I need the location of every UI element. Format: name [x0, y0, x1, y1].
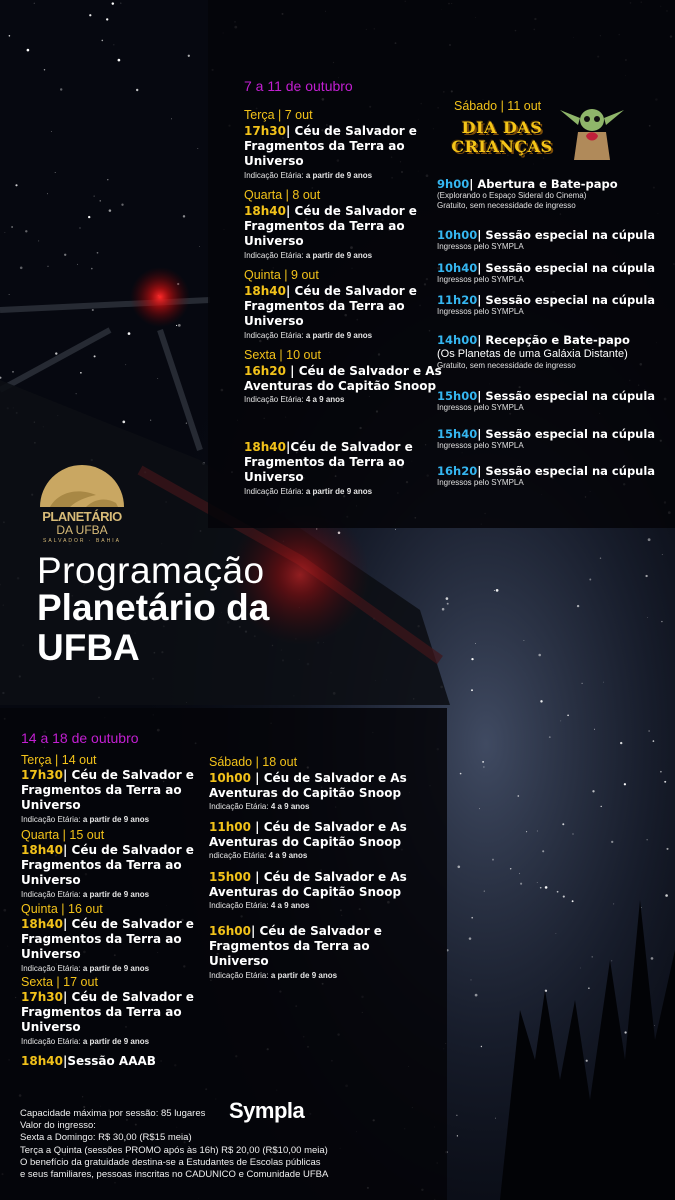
logo-text: PLANETÁRIO [42, 509, 122, 524]
age-label: Indicação Etária: [21, 889, 83, 899]
age-label: Indicação Etária: [209, 970, 271, 980]
session-time: 15h00 [437, 389, 478, 403]
footer-line: Capacidade máxima por sessão: 85 lugares [20, 1108, 206, 1119]
session-time: 18h40 [21, 1054, 63, 1068]
saturday-entry [437, 427, 673, 451]
session-entry [21, 917, 236, 973]
age-label: ndicação Etária: [209, 851, 269, 861]
session-time: 18h40 [244, 284, 286, 298]
session-title: |Sessão AAAB [62, 1054, 156, 1068]
session-title: | Céu de Salvador e Fragmentos da Terra ao Universo [244, 284, 417, 329]
footer-line: e seus familiares, pessoas inscritas no CADUNICO e Comunidade UFBA [20, 1169, 329, 1181]
session-title: | Sessão especial na cúpula [477, 427, 656, 441]
footer-line: Terça a Quinta (sessões PROMO após às 16h) R$ 20,00 (R$10,00 meia) [20, 1144, 328, 1156]
age-label: Indicação Etária: [244, 170, 306, 180]
saturday-entry [437, 293, 673, 317]
age-value: a partir de 9 anos [305, 330, 373, 340]
session-title: | Abertura e Bate-papo [469, 177, 618, 191]
age-label: Indicação Etária: [244, 486, 306, 496]
session-time: 11h00 [209, 820, 251, 834]
saturday-entry [437, 333, 673, 371]
session-title: | Sessão especial na cúpula [477, 228, 656, 242]
session-title: | Céu de Salvador e Fragmentos da Terra ao Universo [209, 924, 382, 969]
session-title: | Céu de Salvador e Fragmentos da Terra ao Universo [244, 204, 417, 249]
session-title: | Sessão especial na cúpula [477, 261, 656, 275]
age-value: a partir de 9 anos [270, 970, 338, 980]
session-time: 18h40 [244, 440, 286, 454]
age-value: a partir de 9 anos [82, 889, 150, 899]
sympla-logo: Sympla [229, 1098, 305, 1123]
age-label: Indicação Etária: [21, 814, 83, 824]
session-entry [244, 440, 459, 496]
session-entry [209, 771, 439, 811]
age-value: 4 a 9 anos [270, 802, 310, 812]
session-time: 18h40 [21, 843, 63, 857]
session-title: | Céu de Salvador e As Aventuras do Capitão Snoop [209, 870, 407, 900]
session-time: 17h30 [244, 124, 286, 138]
session-entry [244, 284, 459, 340]
session-note: Ingressos pelo SYMPLA [437, 275, 524, 284]
session-entry [244, 124, 459, 180]
session-time: 17h30 [21, 768, 63, 782]
day-label: Quarta | 15 out [21, 828, 105, 842]
session-sub: (Explorando o Espaço Sideral do Cinema) [437, 191, 587, 200]
session-time: 15h00 [209, 870, 251, 884]
session-time: 10h00 [209, 771, 251, 785]
session-title: | Sessão especial na cúpula [477, 389, 656, 403]
session-title: | Recepção e Bate-papo [477, 333, 630, 347]
day-label: Sexta | 17 out [21, 975, 98, 989]
session-time: 16h20 [437, 464, 478, 478]
session-sub: (Os Planetas de uma Galáxia Distante) [437, 348, 628, 360]
age-label: Indicação Etária: [244, 330, 306, 340]
session-note: Gratuito, sem necessidade de ingresso [437, 200, 576, 210]
session-title: | Céu de Salvador e Fragmentos da Terra ao Universo [21, 990, 194, 1035]
session-time: 10h00 [437, 228, 478, 242]
footer-line: Sexta a Domingo: R$ 30,00 (R$15 meia) [20, 1132, 192, 1144]
logo-subtext: SALVADOR · BAHIA [43, 538, 121, 544]
session-title: | Céu de Salvador e As Aventuras do Capitão Snoop [209, 771, 407, 801]
logo-text: DA UFBA [56, 523, 108, 537]
saturday-entry [437, 261, 673, 285]
age-value: 4 a 9 anos [270, 901, 310, 911]
age-value: a partir de 9 anos [305, 250, 373, 260]
age-value: 4 a 9 anos [268, 851, 308, 861]
age-value: a partir de 9 anos [82, 1036, 150, 1046]
day-label: Quinta | 16 out [21, 902, 103, 916]
session-time: 16h00 [209, 924, 251, 938]
day-label: Terça | 7 out [244, 108, 313, 122]
session-note: Ingressos pelo SYMPLA [437, 441, 524, 450]
session-time: 18h40 [21, 917, 63, 931]
day-label: Quinta | 9 out [244, 268, 319, 282]
session-note: Ingressos pelo SYMPLA [437, 403, 524, 412]
baby-yoda-icon [558, 98, 626, 160]
age-label: Indicação Etária: [244, 395, 306, 405]
session-entry [209, 924, 424, 980]
footer-line: O benefício da gratuidade destina-se a Estudantes de Escolas públicas [20, 1156, 321, 1168]
session-title: | Céu de Salvador e Fragmentos da Terra ao Universo [21, 843, 194, 888]
age-label: Indicação Etária: [21, 963, 83, 973]
session-title: | Céu de Salvador e As Aventuras do Capitão Snoop [244, 364, 442, 394]
session-title: | Céu de Salvador e As Aventuras do Capitão Snoop [209, 820, 407, 850]
session-entry [244, 204, 459, 260]
session-entry [21, 843, 236, 899]
age-value: a partir de 9 anos [82, 814, 150, 824]
session-title: | Sessão especial na cúpula [477, 293, 656, 307]
session-time: 17h30 [21, 990, 63, 1004]
dia-das-criancas-banner: DIA DAS CRIANÇAS [451, 118, 553, 156]
day-label: Terça | 14 out [21, 753, 97, 767]
saturday-label: Sábado | 11 out [454, 99, 542, 113]
age-value: 4 a 9 anos [305, 395, 345, 405]
footer-line: Valor do ingresso: [20, 1120, 96, 1132]
session-note: Ingressos pelo SYMPLA [437, 242, 524, 251]
session-note: Gratuito, sem necessidade de ingresso [437, 361, 576, 370]
day-label: Sexta | 10 out [244, 348, 321, 362]
age-value: a partir de 9 anos [305, 486, 373, 496]
session-title: |Céu de Salvador e Fragmentos da Terra ao Universo [244, 440, 413, 485]
day-label: Quarta | 8 out [244, 188, 321, 202]
age-label: Indicação Etária: [209, 802, 271, 812]
week-range-1: 7 a 11 de outubro [244, 78, 353, 94]
session-entry [244, 364, 459, 404]
saturday-entry [437, 177, 673, 210]
age-label: Indicação Etária: [209, 901, 271, 911]
session-title: | Céu de Salvador e Fragmentos da Terra ao Universo [244, 124, 417, 169]
session-time: 11h20 [437, 293, 478, 307]
session-time: 18h40 [244, 204, 286, 218]
saturday-entry [437, 228, 673, 252]
session-title: | Sessão especial na cúpula [477, 464, 656, 478]
heading-planetario: Planetário da UFBA [37, 587, 270, 668]
session-note: Ingressos pelo SYMPLA [437, 307, 524, 316]
session-note: Ingressos pelo SYMPLA [437, 478, 524, 487]
session-time: 9h00 [437, 177, 470, 191]
age-label: Indicação Etária: [21, 1036, 83, 1046]
week-range-2: 14 a 18 de outubro [21, 730, 139, 746]
session-aaab [21, 1054, 156, 1068]
age-value: a partir de 9 anos [82, 963, 150, 973]
session-entry [209, 820, 439, 860]
session-time: 14h00 [437, 333, 478, 347]
session-entry [21, 768, 236, 824]
session-entry [21, 990, 236, 1046]
session-time: 16h20 [244, 364, 286, 378]
saturday-label-2: Sábado | 18 out [209, 755, 298, 769]
session-entry [209, 870, 439, 910]
session-time: 15h40 [437, 427, 478, 441]
age-value: a partir de 9 anos [305, 170, 373, 180]
heading-programacao: Programação [37, 550, 265, 591]
session-title: | Céu de Salvador e Fragmentos da Terra ao Universo [21, 768, 194, 813]
saturday-entry [437, 389, 673, 413]
session-time: 10h40 [437, 261, 478, 275]
session-title: | Céu de Salvador e Fragmentos da Terra ao Universo [21, 917, 194, 962]
saturday-entry [437, 464, 673, 488]
age-label: Indicação Etária: [244, 250, 306, 260]
